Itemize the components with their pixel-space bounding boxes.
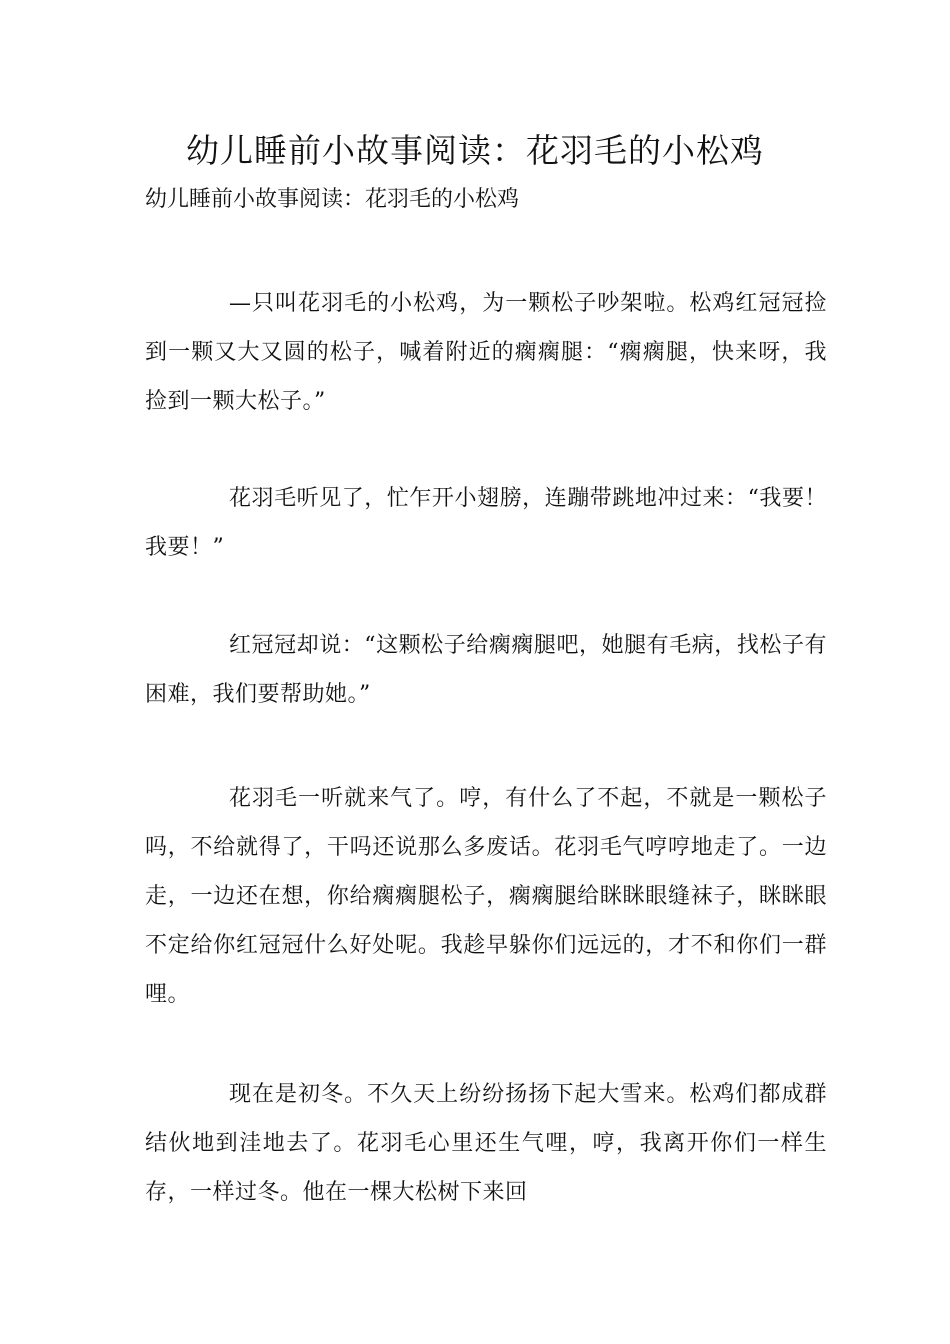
document-title: 幼儿睡前小故事阅读：花羽毛的小松鸡 (186, 131, 764, 170)
paragraph-1: —只叫花羽毛的小松鸡，为一颗松子吵架啦。松鸡红冠冠捡到一颗又大又圆的松子，喊着附近的瘸瘸腿：“瘸瘸腿，快来呀，我捡到一颗大松子。” (145, 291, 827, 414)
paragraph-4: 花羽毛一听就来气了。哼，有什么了不起，不就是一颗松子吗，不给就得了，干吗还说那么多废话。花羽毛气哼哼地走了。一边走，一边还在想，你给瘸瘸腿松子，瘸瘸腿给眯眯眼缝袜子，眯眯眼不定给你红冠冠什么好处呢。我趁早躲你们远远的，才不和你们一群哩。 (145, 786, 827, 1007)
document-subtitle: 幼儿睡前小故事阅读：花羽毛的小松鸡 (145, 187, 520, 212)
paragraph-2: 花羽毛听见了，忙乍开小翅膀，连蹦带跳地冲过来：“我要！我要！” (145, 486, 827, 560)
paragraph-5: 现在是初冬。不久天上纷纷扬扬下起大雪来。松鸡们都成群结伙地到洼地去了。花羽毛心里还生气哩，哼，我离开你们一样生存，一样过冬。他在一棵大松树下来回 (145, 1082, 827, 1205)
paragraph-3: 红冠冠却说：“这颗松子给瘸瘸腿吧，她腿有毛病，找松子有困难，我们要帮助她。” (145, 633, 827, 707)
